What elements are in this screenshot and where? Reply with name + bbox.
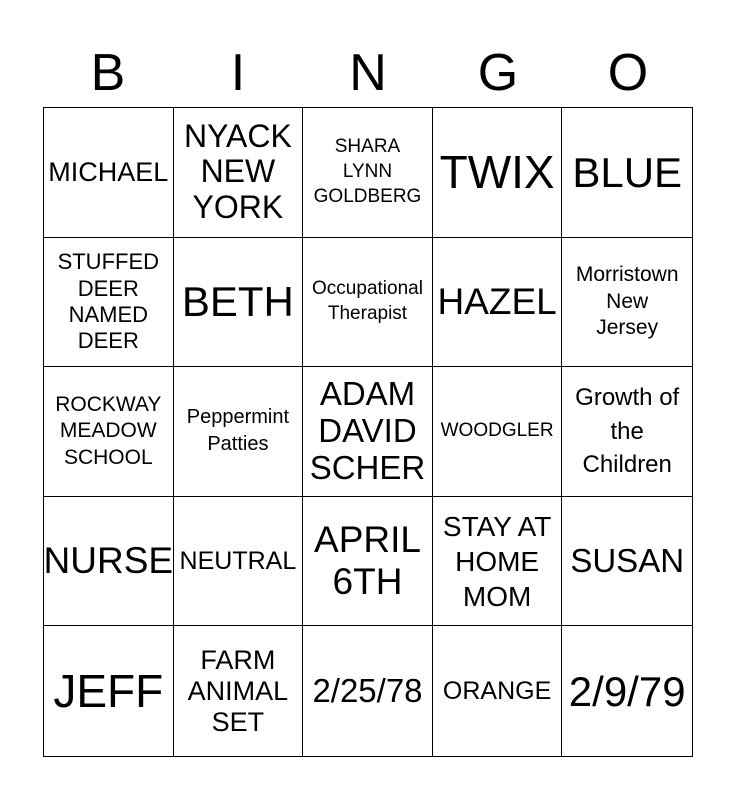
bingo-cell[interactable]	[44, 626, 174, 756]
bingo-cell[interactable]	[562, 626, 692, 756]
cell-text: ADAM DAVID SCHER	[309, 375, 426, 486]
bingo-cell[interactable]	[44, 238, 174, 368]
bingo-cell[interactable]	[174, 497, 304, 627]
bingo-cell[interactable]	[174, 108, 304, 238]
header-letter-g: G	[477, 44, 519, 102]
cell-text: BLUE	[572, 148, 683, 196]
cell-text: NURSE	[44, 539, 174, 581]
bingo-header	[43, 40, 693, 106]
bingo-cell[interactable]	[174, 367, 304, 497]
cell-text: Occupational Therapist	[312, 278, 423, 324]
cell-text: FARM ANIMAL SET	[187, 644, 289, 737]
bingo-cell[interactable]	[44, 497, 174, 627]
bingo-cell[interactable]	[562, 238, 692, 368]
bingo-cell[interactable]	[303, 626, 433, 756]
bingo-cell[interactable]	[433, 238, 563, 368]
cell-text: STAY AT HOME MOM	[442, 510, 552, 612]
cell-text: APRIL 6TH	[314, 518, 421, 603]
cell-text: NEUTRAL	[179, 546, 297, 575]
header-letter-o: O	[607, 44, 649, 102]
bingo-cell[interactable]	[303, 238, 433, 368]
header-letter-i: I	[230, 44, 246, 102]
bingo-cell[interactable]	[433, 108, 563, 238]
cell-text: Peppermint Patties	[186, 406, 290, 456]
bingo-cell[interactable]	[44, 367, 174, 497]
cell-text: 2/9/79	[568, 667, 686, 715]
bingo-cell[interactable]	[562, 108, 692, 238]
cell-text: SUSAN	[570, 541, 685, 579]
bingo-cell[interactable]	[44, 108, 174, 238]
bingo-cell[interactable]	[303, 108, 433, 238]
cell-text: NYACK NEW YORK	[183, 117, 292, 226]
bingo-cell[interactable]	[433, 626, 563, 756]
cell-text: ORANGE	[442, 676, 552, 705]
cell-text: TWIX	[439, 145, 555, 198]
cell-text: ROCKWAY MEADOW SCHOOL	[55, 392, 162, 469]
cell-text: WOODGLER	[440, 420, 554, 442]
cell-text: SHARA LYNN GOLDBERG	[313, 136, 422, 207]
bingo-cell[interactable]	[433, 367, 563, 497]
cell-text: JEFF	[53, 664, 164, 717]
cell-text: 2/25/78	[312, 671, 423, 709]
cell-text: Morristown New Jersey	[575, 262, 679, 340]
cell-text: BETH	[181, 278, 294, 326]
bingo-cell[interactable]	[562, 367, 692, 497]
header-letter-n: N	[349, 44, 387, 102]
bingo-cell[interactable]	[303, 367, 433, 497]
bingo-cell[interactable]	[303, 497, 433, 627]
bingo-cell[interactable]	[174, 238, 304, 368]
cell-text: STUFFED DEER NAMED DEER	[57, 249, 160, 354]
bingo-board	[43, 107, 693, 757]
bingo-cell[interactable]	[433, 497, 563, 627]
bingo-cell[interactable]	[174, 626, 304, 756]
cell-text: Growth of the Children	[575, 384, 680, 479]
cell-text: HAZEL	[437, 280, 557, 322]
header-letter-b: B	[90, 44, 126, 102]
cell-text: MICHAEL	[48, 156, 169, 187]
bingo-cell[interactable]	[562, 497, 692, 627]
